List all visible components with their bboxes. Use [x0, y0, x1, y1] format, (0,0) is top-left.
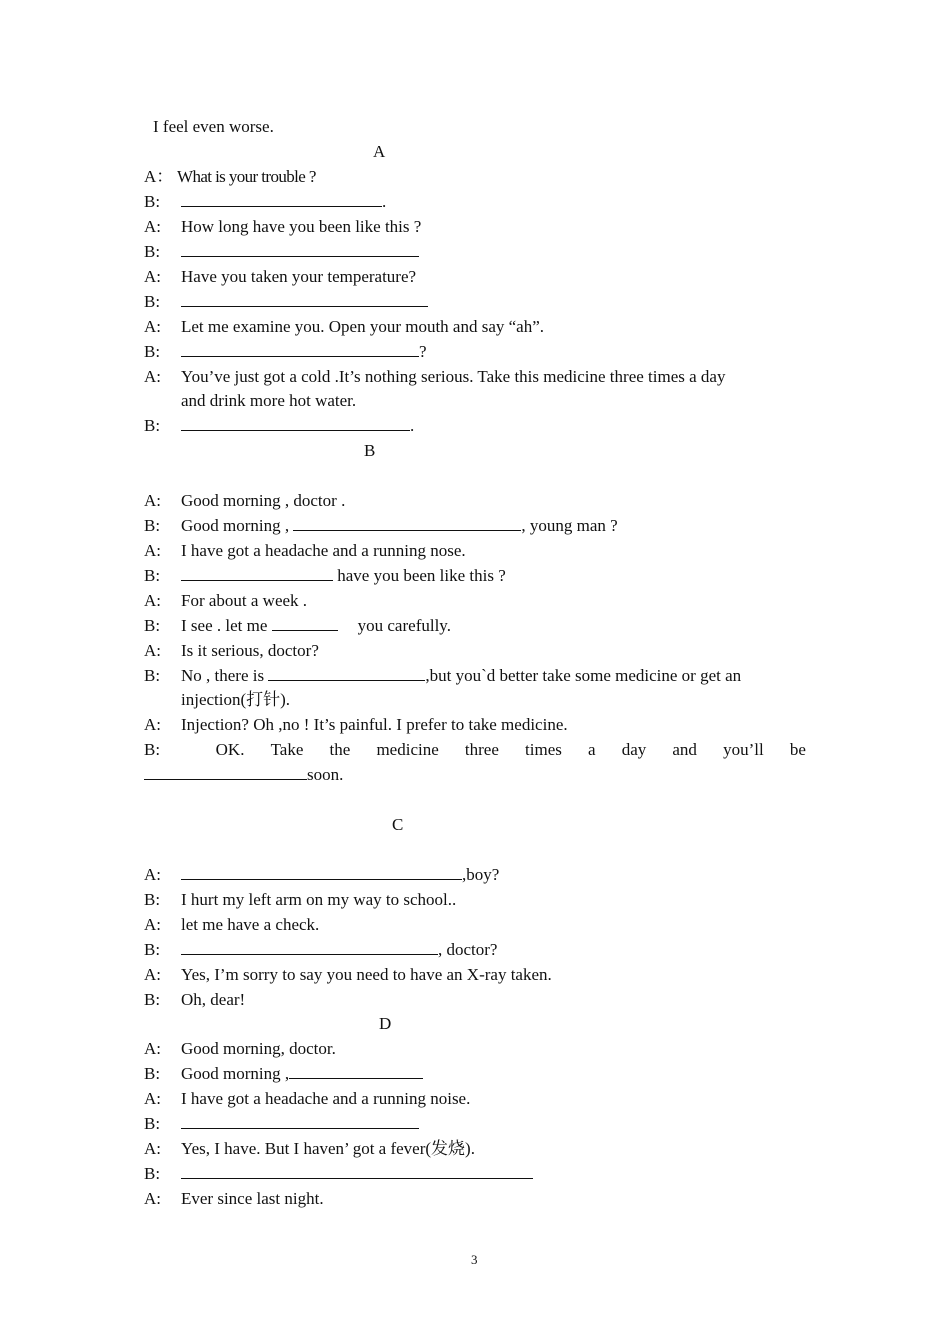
- dialogue-line: Injection? Oh ,no ! It’s painful. I prefer to take medicine.: [181, 715, 568, 734]
- word: three: [464, 740, 499, 759]
- dialogue-line: [181, 242, 419, 262]
- speaker-label: A:: [144, 1189, 161, 1208]
- speaker-label: A:: [144, 1139, 161, 1158]
- section-heading-d: D: [379, 1014, 392, 1033]
- answer-blank[interactable]: [181, 940, 438, 955]
- dialogue-line-continued: and drink more hot water.: [181, 391, 357, 410]
- dialogue-line: [181, 1164, 533, 1184]
- answer-blank[interactable]: [181, 292, 428, 307]
- speaker-label: A:: [144, 317, 161, 336]
- answer-blank[interactable]: [181, 242, 419, 257]
- speaker-label: B:: [144, 1114, 161, 1133]
- answer-blank[interactable]: [181, 342, 419, 357]
- word: Take: [270, 740, 304, 759]
- answer-blank[interactable]: [181, 416, 410, 431]
- dialogue-line: let me have a check.: [181, 915, 320, 934]
- speaker-label: B:: [144, 616, 161, 635]
- speaker-label: B:: [144, 292, 161, 311]
- dialogue-line: Good morning, doctor.: [181, 1039, 336, 1058]
- speaker-label: A：: [144, 167, 174, 186]
- dialogue-line: [181, 1114, 419, 1134]
- speaker-label: B:: [144, 192, 161, 211]
- answer-blank[interactable]: [144, 765, 307, 780]
- dialogue-line: I see . let me you carefully.: [181, 616, 451, 635]
- dialogue-line: Is it serious, doctor?: [181, 641, 319, 660]
- dialogue-line: Let me examine you. Open your mouth and say “ah”.: [181, 317, 545, 336]
- dialogue-line-continued: soon.: [144, 765, 343, 785]
- dialogue-line: You’ve just got a cold .It’s nothing serious. Take this medicine three times a day: [181, 367, 726, 386]
- speaker-label: A:: [144, 541, 161, 560]
- dialogue-line: .: [181, 416, 414, 436]
- dialogue-line: Good morning , doctor .: [181, 491, 346, 510]
- dialogue-line: Oh, dear!: [181, 990, 246, 1009]
- speaker-label: A:: [144, 865, 161, 884]
- section-heading-b: B: [364, 441, 376, 460]
- speaker-label: B:: [144, 940, 161, 959]
- answer-blank[interactable]: [181, 1164, 533, 1179]
- dialogue-line: No , there is ,but you`d better take some medicine or get an: [181, 666, 742, 685]
- dialogue-line-continued: injection(打针).: [181, 690, 291, 709]
- word: medicine: [376, 740, 439, 759]
- speaker-label: B:: [144, 516, 161, 535]
- speaker-label: B:: [144, 342, 161, 361]
- dialogue-line: Yes, I have. But I haven’ got a fever(发烧).: [181, 1139, 475, 1158]
- speaker-label: A:: [144, 965, 161, 984]
- dialogue-line: Good morning ,: [181, 1064, 423, 1084]
- answer-blank[interactable]: [293, 516, 521, 531]
- speaker-label: B:: [144, 566, 161, 585]
- speaker-label: A:: [144, 1089, 161, 1108]
- word: times: [525, 740, 562, 759]
- speaker-label: B:: [144, 242, 161, 261]
- speaker-label: A:: [144, 1039, 161, 1058]
- dialogue-line: I have got a headache and a running noise.: [181, 1089, 471, 1108]
- dialogue-line: How long have you been like this ?: [181, 217, 422, 236]
- speaker-label: B:: [144, 666, 161, 685]
- answer-blank[interactable]: [181, 192, 382, 207]
- page-number: 3: [471, 1252, 478, 1267]
- dialogue-line: Yes, I’m sorry to say you need to have an X-ray taken.: [181, 965, 552, 984]
- speaker-label: A:: [144, 591, 161, 610]
- section-heading-a: A: [373, 142, 386, 161]
- answer-blank[interactable]: [268, 666, 425, 681]
- section-heading-c: C: [392, 815, 404, 834]
- answer-blank[interactable]: [272, 616, 338, 631]
- intro-text: I feel even worse.: [153, 117, 274, 136]
- answer-blank[interactable]: [181, 865, 462, 880]
- speaker-label: A:: [144, 715, 161, 734]
- speaker-label: B:: [144, 890, 161, 909]
- justified-dialogue-line: [181, 740, 806, 760]
- word: OK.: [215, 740, 245, 759]
- dialogue-line: Good morning , , young man ?: [181, 516, 618, 535]
- dialogue-line: What is your trouble ?: [177, 167, 316, 186]
- dialogue-line: ?: [181, 342, 427, 362]
- dialogue-line: ,boy?: [181, 865, 499, 885]
- word: and: [672, 740, 697, 759]
- word: a: [588, 740, 596, 759]
- dialogue-line: [181, 292, 428, 312]
- word: the: [329, 740, 351, 759]
- word: day: [621, 740, 647, 759]
- answer-blank[interactable]: [289, 1064, 423, 1079]
- speaker-label: A:: [144, 491, 161, 510]
- speaker-label: B:: [144, 1164, 161, 1183]
- dialogue-line: For about a week .: [181, 591, 308, 610]
- word: you’ll: [723, 740, 764, 759]
- speaker-label: B:: [144, 990, 161, 1009]
- answer-blank[interactable]: [181, 566, 333, 581]
- speaker-label: B:: [144, 740, 161, 759]
- dialogue-line: .: [181, 192, 386, 212]
- dialogue-line: Have you taken your temperature?: [181, 267, 417, 286]
- speaker-label: A:: [144, 267, 161, 286]
- dialogue-line: Ever since last night.: [181, 1189, 324, 1208]
- speaker-label: B:: [144, 1064, 161, 1083]
- dialogue-line: I hurt my left arm on my way to school..: [181, 890, 457, 909]
- speaker-label: A:: [144, 367, 161, 386]
- speaker-label: A:: [144, 641, 161, 660]
- answer-blank[interactable]: [181, 1114, 419, 1129]
- dialogue-line: I have got a headache and a running nose.: [181, 541, 466, 560]
- dialogue-line: have you been like this ?: [181, 566, 506, 586]
- speaker-label: B:: [144, 416, 161, 435]
- speaker-label: A:: [144, 915, 161, 934]
- dialogue-line: , doctor?: [181, 940, 497, 960]
- word: be: [789, 740, 806, 759]
- speaker-label: A:: [144, 217, 161, 236]
